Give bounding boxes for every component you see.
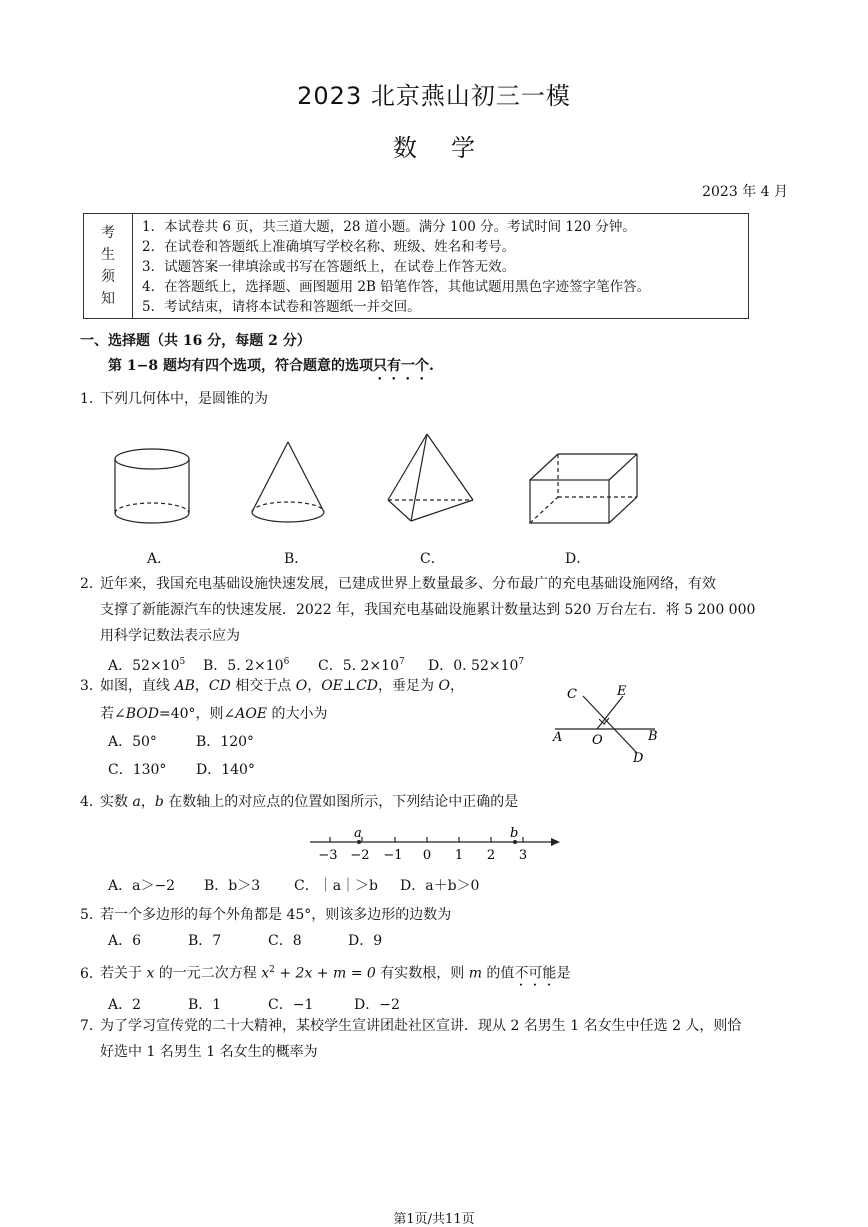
option-d: D．9 — [348, 933, 383, 949]
option-b: B．7 — [188, 933, 222, 949]
section-title: 一、选择题（共 16 分，每题 2 分） — [80, 333, 311, 349]
emphasis-text: 不可能 — [514, 965, 557, 982]
question-text: 近年来，我国充电基础设施快速发展，已建成世界上数量最多、分布最广的充电基础设施网络，有效 — [100, 576, 716, 592]
point-label-d: D — [633, 751, 644, 766]
option-b: B．1 — [188, 996, 222, 1013]
tick-label: −2 — [350, 848, 370, 863]
question-text: 为了学习宣传党的二十大精神，某校学生宣讲团赴社区宣讲．现从 2 名男生 1 名女生中任选 2 人，则恰 — [100, 1018, 742, 1034]
question-text: 的大小为 — [267, 706, 328, 722]
section-note-suffix: . — [428, 358, 434, 374]
question-text: 的一元二次方程 — [154, 965, 262, 982]
option-b: B．b＞3 — [204, 878, 261, 894]
section-note-prefix: 第 1−8 题均有四个选项，符合题意的选项 — [108, 358, 373, 374]
math-var: a — [132, 794, 141, 810]
question-3 — [80, 672, 464, 784]
q3-figure — [545, 678, 675, 768]
option-label: A． — [108, 657, 133, 674]
math-exponent: 2 — [269, 965, 275, 975]
option-a: A．2 — [108, 996, 142, 1013]
question-options — [80, 756, 464, 784]
notice-item: 4．在答题纸上，选择题、画图题用 2B 铅笔作答，其他试题用黑色字迹签字笔作答。 — [142, 279, 651, 295]
tick-label: −3 — [318, 848, 338, 863]
question-number: 7． — [80, 1018, 103, 1034]
question-text: 在数轴上的对应点的位置如图所示，下列结论中正确的是 — [163, 794, 519, 810]
point-a-label: a — [354, 826, 362, 841]
question-text: ， — [194, 678, 209, 694]
option-value: 5. 2×10 — [227, 657, 284, 674]
option-label: D． — [565, 551, 591, 567]
question-text: 是 — [556, 965, 571, 982]
question-text: 支撑了新能源汽车的快速发展．2022 年，我国充电基础设施累计数量达到 520 万台左右．将 5 200 000 — [100, 602, 756, 618]
question-text: 用科学记数法表示应为 — [100, 628, 240, 644]
question-1 — [80, 386, 268, 412]
question-text: 下列几何体中，是圆锥的为 — [100, 391, 268, 407]
pyramid-figure — [388, 434, 473, 521]
number-line — [308, 822, 568, 864]
option-label: B． — [284, 551, 309, 567]
question-options — [80, 728, 464, 756]
question-number: 4． — [80, 794, 103, 810]
question-text: ，垂足为 — [378, 678, 439, 694]
question-4 — [80, 789, 518, 815]
math-var: m — [468, 965, 482, 982]
question-text: ， — [140, 794, 155, 810]
option-a: A．6 — [108, 933, 142, 949]
option-c: C．−1 — [268, 996, 314, 1013]
option-c: C．｜a｜＞b — [294, 878, 379, 894]
question-text: 有实数根，则 — [375, 965, 469, 982]
math-var: O — [438, 678, 450, 694]
question-number: 3． — [80, 678, 103, 694]
math-var: b — [154, 794, 164, 810]
question-number: 1． — [80, 391, 103, 407]
math-var: BOD — [125, 706, 159, 722]
option-value: 0. 52×10 — [453, 657, 519, 674]
option-value: 52×10 — [132, 657, 180, 674]
notice-item: 5．考试结束，请将本试卷和答题纸一并交回。 — [142, 299, 421, 315]
question-options — [80, 873, 479, 899]
option-exponent: 7 — [518, 657, 525, 667]
question-text: ， — [449, 678, 464, 694]
section-note-emphasis: 只有一个 — [372, 358, 429, 374]
math-var: O — [295, 678, 308, 694]
point-label-a: A — [553, 730, 563, 745]
notice-item: 3．试题答案一律填涂或书写在答题纸上，在试卷上作答无效。 — [142, 259, 516, 275]
page-footer: 第1页/共11页 — [393, 1212, 475, 1227]
math-var: CD — [356, 678, 378, 694]
question-text: 实数 — [100, 794, 133, 810]
page-title: 2023 北京燕山初三一模 — [297, 82, 571, 110]
exam-date: 2023 年 4 月 — [702, 184, 788, 200]
point-label-o: O — [592, 733, 603, 748]
notice-label-char: 知 — [101, 291, 115, 307]
notice-items — [142, 217, 650, 317]
question-number: 6． — [80, 965, 103, 982]
cone-figure — [252, 442, 324, 522]
point-label-c: C — [567, 687, 577, 702]
option-label: B． — [203, 657, 228, 674]
section-note — [108, 355, 434, 383]
option-value: 5. 2×10 — [342, 657, 399, 674]
question-text: ， — [307, 678, 322, 694]
option-b: B．120° — [196, 734, 255, 750]
option-a: A．a＞−2 — [108, 878, 176, 894]
option-label: C． — [318, 657, 343, 674]
tick-label: 2 — [486, 848, 496, 863]
question-text: 好选中 1 名男生 1 名女生的概率为 — [100, 1044, 318, 1060]
number-line-arrow — [551, 838, 560, 846]
question-number: 2． — [80, 576, 103, 592]
notice-label-char: 须 — [101, 269, 115, 285]
option-label: C． — [420, 551, 445, 567]
option-exponent: 6 — [283, 657, 290, 667]
question-text: 如图，直线 — [100, 678, 175, 694]
option-label: A． — [147, 551, 172, 567]
question-2 — [80, 571, 800, 679]
notice-label-char: 生 — [101, 247, 115, 263]
cuboid-figure — [530, 454, 637, 523]
question-options — [80, 928, 451, 954]
point-label-e: E — [617, 684, 627, 699]
point-b-label: b — [510, 826, 519, 841]
question-text: 若∠ — [100, 706, 126, 722]
subject-title: 数学 — [393, 134, 509, 162]
option-d: D．140° — [196, 762, 255, 778]
question-7 — [80, 1013, 741, 1065]
option-a: A．50° — [108, 734, 157, 750]
cylinder-figure — [115, 449, 189, 523]
option-d: D．a＋b＞0 — [400, 878, 480, 894]
tick-label: 1 — [454, 848, 464, 863]
question-text: ⊥ — [342, 678, 357, 694]
math-var: OE — [321, 678, 343, 694]
math-expression: + 2x + m = 0 — [274, 965, 376, 982]
math-var: CD — [208, 678, 231, 694]
option-c: C．130° — [108, 762, 167, 778]
math-var: AB — [174, 678, 195, 694]
question-number: 5． — [80, 907, 103, 923]
option-d: D．−2 — [354, 996, 400, 1013]
option-exponent: 5 — [179, 657, 186, 667]
question-text: 若关于 — [100, 965, 147, 982]
question-text: 相交于点 — [230, 678, 296, 694]
notice-item: 2．在试卷和答题纸上准确填写学校名称、班级、姓名和考号。 — [142, 239, 516, 255]
notice-label-char: 考 — [101, 225, 115, 241]
tick-label: 0 — [422, 848, 432, 863]
tick-label: 3 — [518, 848, 528, 863]
question-6 — [80, 955, 570, 1020]
question-text: 的值 — [481, 965, 515, 982]
math-var: x — [146, 965, 155, 982]
notice-label — [84, 214, 133, 318]
math-var: x — [261, 965, 270, 982]
question-text: 若一个多边形的每个外角都是 45°，则该多边形的边数为 — [100, 907, 452, 923]
notice-item: 1．本试卷共 6 页，共三道大题，28 道小题。满分 100 分。考试时间 120 分钟。 — [142, 219, 636, 235]
option-exponent: 7 — [398, 657, 405, 667]
option-label: D． — [428, 657, 454, 674]
math-var: AOE — [235, 706, 268, 722]
point-label-b: B — [648, 729, 658, 744]
notice-box — [83, 213, 749, 319]
tick-label: −1 — [383, 848, 403, 863]
question-text: =40°，则∠ — [158, 706, 236, 722]
question-5 — [80, 902, 451, 954]
q1-figures — [100, 428, 660, 533]
option-c: C．8 — [268, 933, 302, 949]
